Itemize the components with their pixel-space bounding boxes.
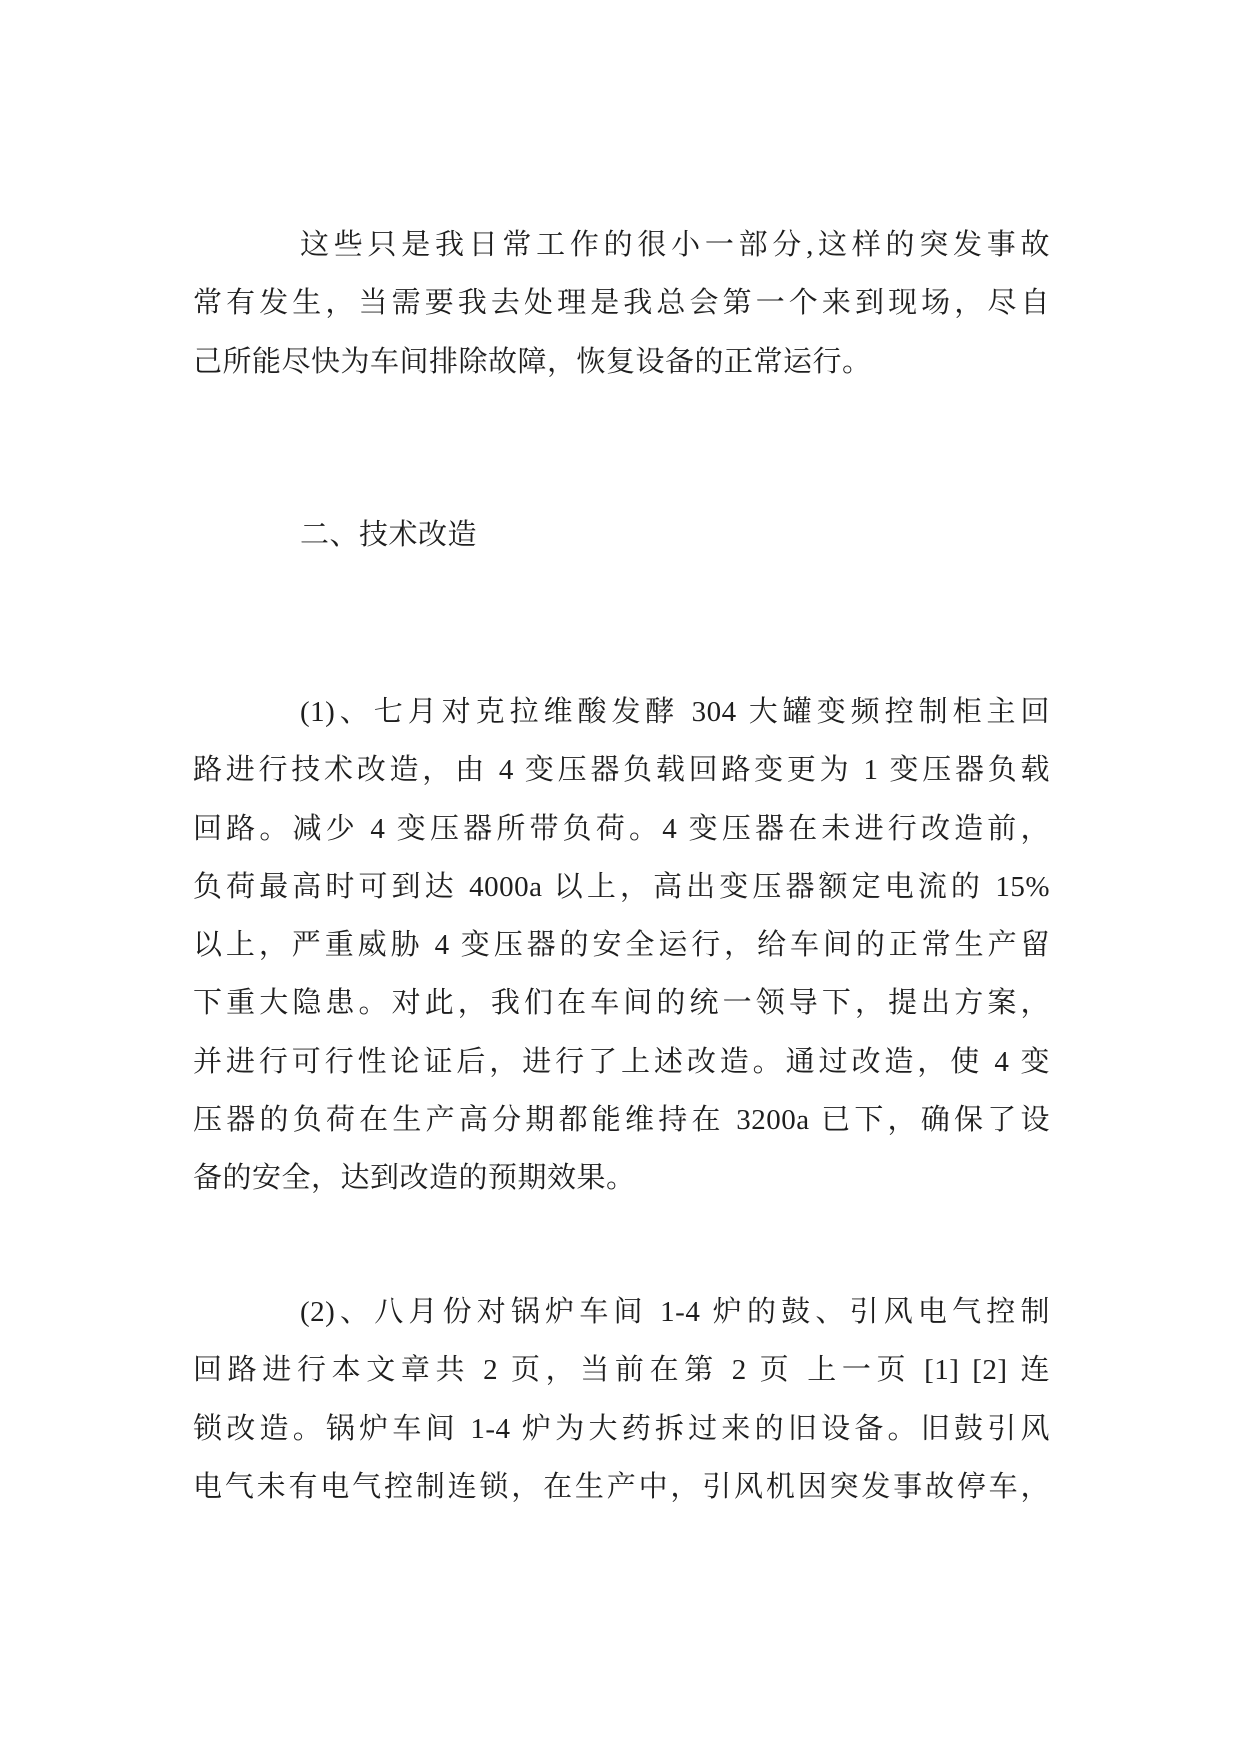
paragraph-line: 负荷最高时可到达 4000a 以上，高出变压器额定电流的 15% xyxy=(193,871,1050,903)
paragraph-line: (1)、七月对克拉维酸发酵 304 大罐变频控制柜主回 xyxy=(300,696,1050,728)
paragraph-line: 回路。减少 4 变压器所带负荷。4 变压器在未进行改造前， xyxy=(193,813,1050,845)
section-heading: 二、技术改造 xyxy=(300,519,478,551)
paragraph-line: 并进行可行性论证后，进行了上述改造。通过改造，使 4 变 xyxy=(193,1046,1050,1078)
paragraph-line: 己所能尽快为车间排除故障，恢复设备的正常运行。 xyxy=(193,346,872,378)
paragraph-line: 压器的负荷在生产高分期都能维持在 3200a 已下，确保了设 xyxy=(193,1104,1050,1136)
paragraph-line: 常有发生，当需要我去处理是我总会第一个来到现场，尽自 xyxy=(193,287,1050,319)
paragraph-line: 备的安全，达到改造的预期效果。 xyxy=(193,1162,636,1194)
paragraph-line: 回路进行本文章共 2 页，当前在第 2 页 上一页 [1] [2] 连 xyxy=(193,1354,1050,1386)
paragraph-line: 路进行技术改造，由 4 变压器负载回路变更为 1 变压器负载 xyxy=(193,754,1050,786)
paragraph-line: (2)、八月份对锅炉车间 1-4 炉的鼓、引风电气控制 xyxy=(300,1296,1050,1328)
paragraph-line: 电气未有电气控制连锁，在生产中，引风机因突发事故停车， xyxy=(193,1471,1050,1503)
paragraph-line: 下重大隐患。对此，我们在车间的统一领导下，提出方案， xyxy=(193,987,1050,1019)
paragraph-line: 以上，严重威胁 4 变压器的安全运行，给车间的正常生产留 xyxy=(193,929,1050,961)
paragraph-line: 这些只是我日常工作的很小一部分,这样的突发事故 xyxy=(300,229,1050,261)
paragraph-line: 锁改造。锅炉车间 1-4 炉为大药拆过来的旧设备。旧鼓引风 xyxy=(193,1413,1050,1445)
